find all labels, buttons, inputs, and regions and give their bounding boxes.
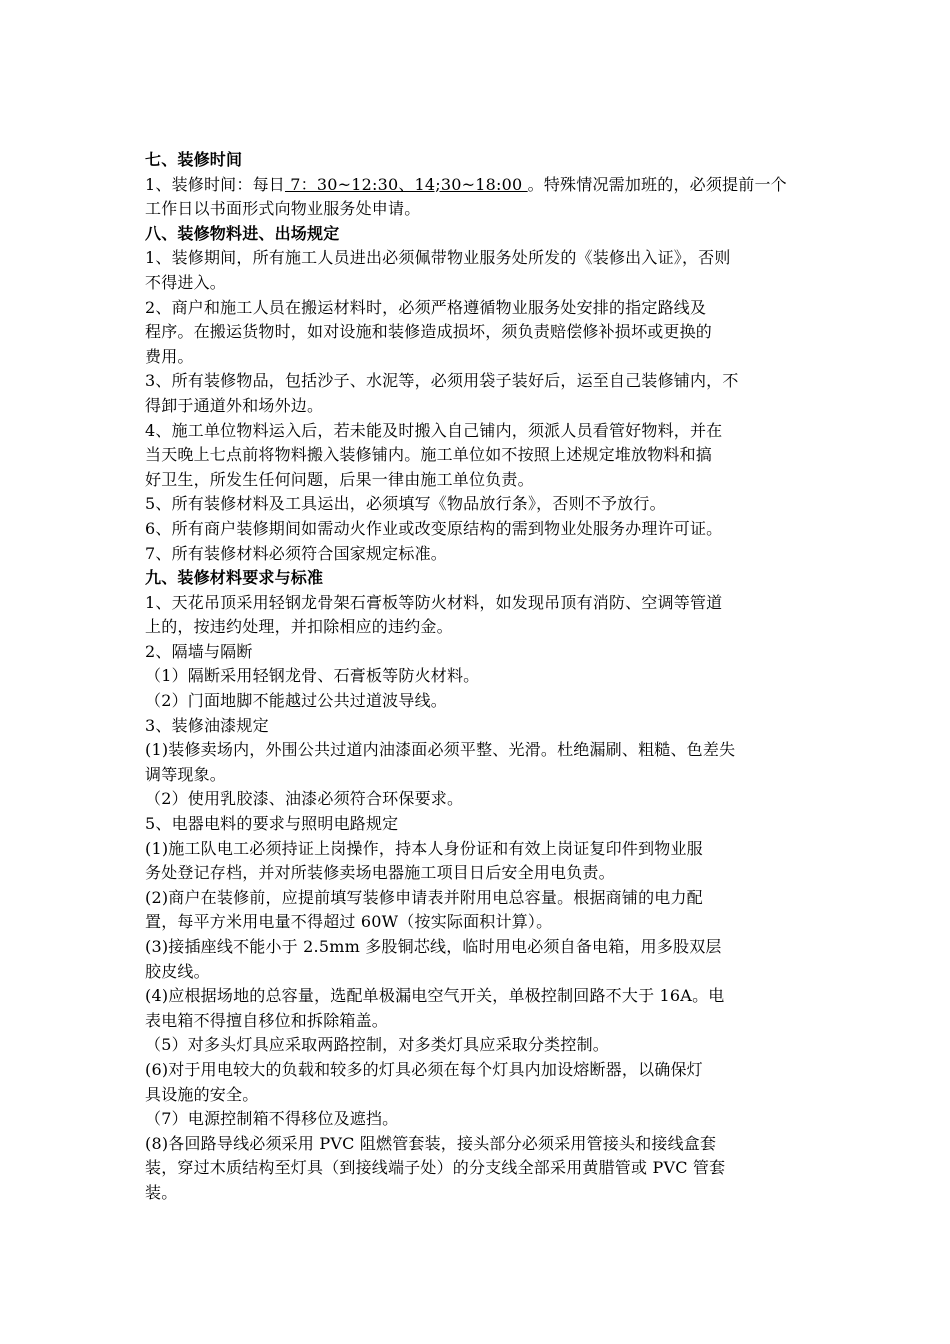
paragraph-line: 置，每平方米用电量不得超过 60W（按实际面积计算）。 <box>145 912 553 932</box>
paragraph-line: 胶皮线。 <box>145 961 210 981</box>
paragraph-line: (1)施工队电工必须持证上岗操作，持本人身份证和有效上岗证复印件到物业服 <box>145 838 703 858</box>
paragraph-line: 装。 <box>145 1182 178 1202</box>
paragraph-line: (4)应根据场地的总容量，选配单极漏电空气开关，单极控制回路不大于 16A。电 <box>145 986 725 1006</box>
underlined-time-range: 7：30~12:30、14;30~18:00 <box>284 174 528 194</box>
paragraph-line: （1）隔断采用轻钢龙骨、石膏板等防火材料。 <box>145 666 480 686</box>
paragraph-line <box>145 173 815 198</box>
paragraph-line: (6)对于用电较大的负载和较多的灯具必须在每个灯具内加设熔断器，以确保灯 <box>145 1059 703 1079</box>
paragraph-line: 工作日以书面形式向物业服务处申请。 <box>145 199 421 219</box>
paragraph-line: （2）使用乳胶漆、油漆必须符合环保要求。 <box>145 789 464 809</box>
paragraph-line: （2）门面地脚不能越过公共过道波导线。 <box>145 691 447 711</box>
text-span: 。特殊情况需加班的，必须提前一个 <box>527 174 787 194</box>
paragraph-line: (1)装修卖场内，外围公共过道内油漆面必须平整、光滑。杜绝漏刷、粗糙、色差失 <box>145 740 736 760</box>
section-heading-material-standards: 九、装修材料要求与标准 <box>145 568 324 588</box>
section-heading-material-entry-exit: 八、装修物料进、出场规定 <box>145 223 340 243</box>
paragraph-line: （7）电源控制箱不得移位及遮挡。 <box>145 1109 399 1129</box>
paragraph-line: 2、商户和施工人员在搬运材料时，必须严格遵循物业服务处安排的指定路线及 <box>145 297 707 317</box>
paragraph-line: 调等现象。 <box>145 764 227 784</box>
paragraph-line: 上的，按违约处理，并扣除相应的违约金。 <box>145 617 453 637</box>
text-span: 1、装修时间：每日 <box>145 174 285 194</box>
paragraph-line: （5）对多头灯具应采取两路控制，对多类灯具应采取分类控制。 <box>145 1035 609 1055</box>
paragraph-line: 6、所有商户装修期间如需动火作业或改变原结构的需到物业处服务办理许可证。 <box>145 518 723 538</box>
paragraph-line: 装，穿过木质结构至灯具（到接线端子处）的分支线全部采用黄腊管或 PVC 管套 <box>145 1158 726 1178</box>
paragraph-line: 得卸于通道外和场外边。 <box>145 395 324 415</box>
paragraph-line: 务处登记存档，并对所装修卖场电器施工项目日后安全用电负责。 <box>145 863 615 883</box>
paragraph-line: 7、所有装修材料必须符合国家规定标准。 <box>145 543 447 563</box>
paragraph-line: 具设施的安全。 <box>145 1084 259 1104</box>
paragraph-line: 4、施工单位物料运入后，若未能及时搬入自己铺内，须派人员看管好物料，并在 <box>145 420 723 440</box>
paragraph-line: 1、天花吊顶采用轻钢龙骨架石膏板等防火材料，如发现吊顶有消防、空调等管道 <box>145 592 723 612</box>
paragraph-line: 2、隔墙与隔断 <box>145 641 253 661</box>
paragraph-line: 费用。 <box>145 346 194 366</box>
paragraph-line: (2)商户在装修前，应提前填写装修申请表并附用电总容量。根据商铺的电力配 <box>145 887 703 907</box>
paragraph-line: 表电箱不得擅自移位和拆除箱盖。 <box>145 1010 389 1030</box>
paragraph-line: 程序。在搬运货物时，如对设施和装修造成损坏，须负责赔偿修补损坏或更换的 <box>145 322 713 342</box>
section-heading-decoration-time: 七、装修时间 <box>145 150 243 169</box>
paragraph-line: 1、装修期间，所有施工人员进出必须佩带物业服务处所发的《装修出入证》，否则 <box>145 248 731 268</box>
paragraph-line: 当天晚上七点前将物料搬入装修铺内。施工单位如不按照上述规定堆放物料和搞 <box>145 445 713 465</box>
paragraph-line: (8)各回路导线必须采用 PVC 阻燃管套装，接头部分必须采用管接头和接线盒套 <box>145 1133 717 1153</box>
paragraph-line: 5、所有装修材料及工具运出，必须填写《物品放行条》，否则不予放行。 <box>145 494 666 514</box>
document-page <box>145 148 815 1206</box>
paragraph-line: 3、所有装修物品，包括沙子、水泥等，必须用袋子装好后，运至自己装修铺内，不 <box>145 371 739 391</box>
paragraph-line: 5、电器电料的要求与照明电路规定 <box>145 814 399 834</box>
paragraph-line: 3、装修油漆规定 <box>145 715 269 735</box>
paragraph-line: 好卫生，所发生任何问题，后果一律由施工单位负责。 <box>145 469 534 489</box>
paragraph-line: 不得进入。 <box>145 272 227 292</box>
paragraph-line: (3)接插座线不能小于 2.5mm 多股铜芯线，临时用电必须自备电箱，用多股双层 <box>145 937 722 956</box>
